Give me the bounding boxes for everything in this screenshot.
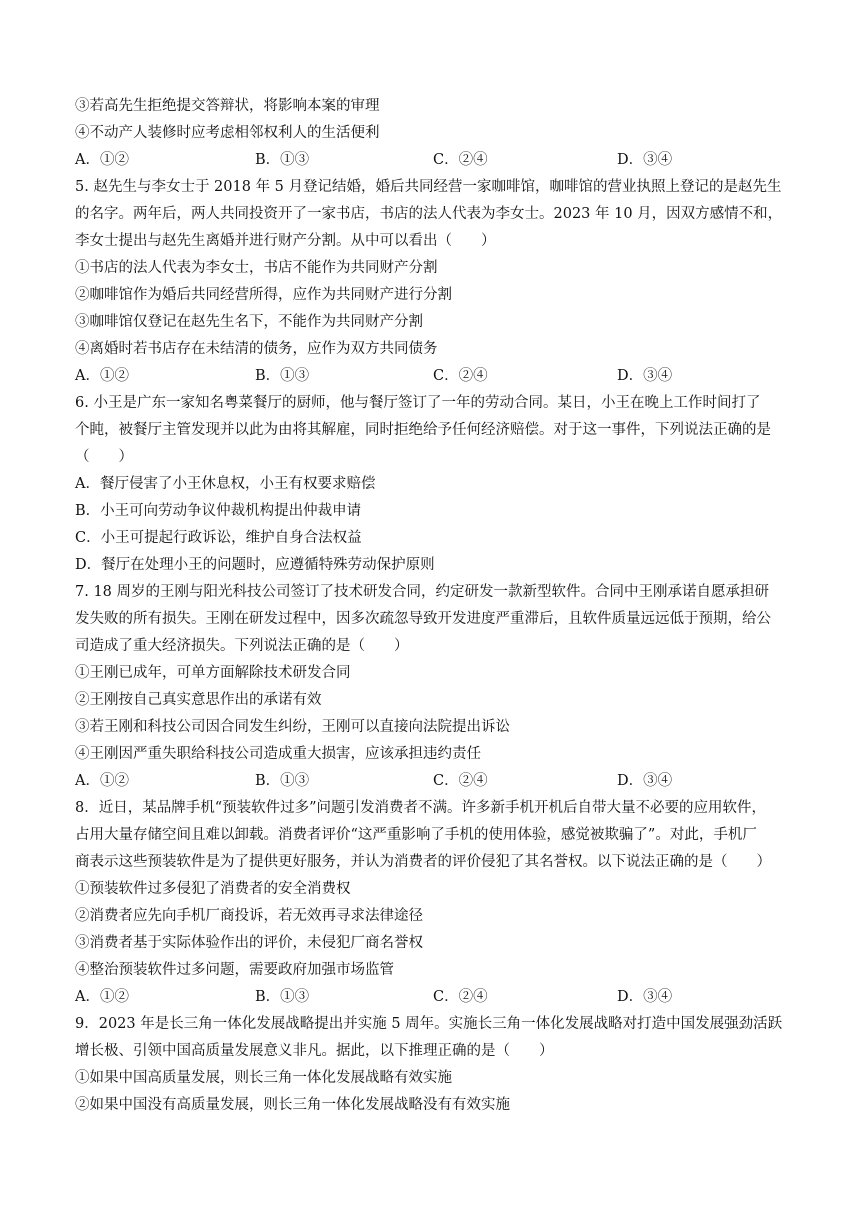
- q7-stem-line-1: 7. 18 周岁的王刚与阳光科技公司签订了技术研发合同，约定研发一款新型软件。合同中王刚承诺自愿承担研: [75, 584, 769, 600]
- q4-statement-3: ③若高先生拒绝提交答辩状，将影响本案的审理: [75, 98, 380, 114]
- q7-statement-1: ①王刚已成年，可单方面解除技术研发合同: [75, 665, 351, 681]
- q6-option-b: B．小王可向劳动争议仲裁机构提出仲裁申请: [75, 503, 362, 519]
- q5-statement-4: ④离婚时若书店存在未结清的债务，应作为双方共同债务: [75, 341, 438, 357]
- q9-statement-2: ②如果中国没有高质量发展，则长三角一体化发展战略没有有效实施: [75, 1097, 510, 1113]
- q9-stem-line-2: 增长极、引领中国高质量发展意义非凡。据此，以下推理正确的是（ ）: [75, 1043, 554, 1059]
- option-c: C．②④: [433, 773, 488, 789]
- q5-statement-1: ①书店的法人代表为李女士，书店不能作为共同财产分割: [75, 260, 438, 276]
- q9-statement-1: ①如果中国高质量发展，则长三角一体化发展战略有效实施: [75, 1070, 452, 1086]
- option-b: B．①③: [255, 152, 310, 168]
- q8-statement-4: ④整治预装软件过多问题，需要政府加强市场监管: [75, 962, 394, 978]
- q7-statement-2: ②王刚按自己真实意思作出的承诺有效: [75, 692, 322, 708]
- option-a: A．①②: [75, 152, 129, 168]
- q8-stem-line-1: 8．近日，某品牌手机“预装软件过多”问题引发消费者不满。许多新手机开机后自带大量不必要的应用软件，: [75, 800, 767, 816]
- q4-statement-4: ④不动产人装修时应考虑相邻权利人的生活便利: [75, 125, 380, 141]
- q6-stem-line-1: 6. 小王是广东一家知名粤菜餐厅的厨师，他与餐厅签订了一年的劳动合同。某日，小王在晚上工作时间打了: [75, 395, 761, 411]
- q8-statement-3: ③消费者基于实际体验作出的评价，未侵犯厂商名誉权: [75, 935, 423, 951]
- option-a: A．①②: [75, 368, 129, 384]
- q5-stem-line-1: 5. 赵先生与李女士于 2018 年 5 月登记结婚，婚后共同经营一家咖啡馆，咖啡馆的营业执照上登记的是赵先生: [75, 179, 782, 195]
- q8-statement-2: ②消费者应先向手机厂商投诉，若无效再寻求法律途径: [75, 908, 423, 924]
- q6-stem-line-3: （ ）: [75, 449, 133, 465]
- option-d: D．③④: [617, 773, 673, 789]
- option-c: C．②④: [433, 152, 488, 168]
- q6-option-d: D．餐厅在处理小王的问题时，应遵循特殊劳动保护原则: [75, 557, 435, 573]
- option-a: A．①②: [75, 989, 129, 1005]
- q6-option-c: C．小王可提起行政诉讼，维护自身合法权益: [75, 530, 362, 546]
- q8-statement-1: ①预装软件过多侵犯了消费者的安全消费权: [75, 881, 351, 897]
- q6-option-a: A．餐厅侵害了小王休息权，小王有权要求赔偿: [75, 476, 376, 492]
- q5-stem-line-2: 的名字。两年后，两人共同投资开了一家书店，书店的法人代表为李女士。2023 年 10 月，因双方感情不和，: [75, 206, 783, 222]
- q8-options: [75, 988, 775, 1006]
- option-d: D．③④: [617, 989, 673, 1005]
- q5-statement-3: ③咖啡馆仅登记在赵先生名下，不能作为共同财产分割: [75, 314, 423, 330]
- option-a: A．①②: [75, 773, 129, 789]
- option-b: B．①③: [255, 989, 310, 1005]
- option-d: D．③④: [617, 368, 673, 384]
- option-c: C．②④: [433, 368, 488, 384]
- q8-stem-line-3: 商表示这些预装软件是为了提供更好服务，并认为消费者的评价侵犯了其名誉权。以下说法正确的是（ ）: [75, 854, 771, 870]
- q7-statement-4: ④王刚因严重失职给科技公司造成重大损害，应该承担违约责任: [75, 746, 481, 762]
- q7-options: [75, 772, 775, 790]
- q6-stem-line-2: 个盹，被餐厅主管发现并以此为由将其解雇，同时拒绝给予任何经济赔偿。对于这一事件，下列说法正确的是: [75, 422, 771, 438]
- option-b: B．①③: [255, 773, 310, 789]
- q9-stem-line-1: 9．2023 年是长三角一体化发展战略提出并实施 5 周年。实施长三角一体化发展战略对打造中国发展强劲活跃: [75, 1016, 783, 1032]
- option-c: C．②④: [433, 989, 488, 1005]
- q7-stem-line-2: 发失败的所有损失。王刚在研发过程中，因多次疏忽导致开发进度严重滞后，且软件质量远远低于预期，给公: [75, 611, 771, 627]
- option-d: D．③④: [617, 152, 673, 168]
- q5-options: [75, 367, 775, 385]
- option-b: B．①③: [255, 368, 310, 384]
- q5-statement-2: ②咖啡馆作为婚后共同经营所得，应作为共同财产进行分割: [75, 287, 452, 303]
- q8-stem-line-2: 占用大量存储空间且难以卸载。消费者评价“这严重影响了手机的使用体验，感觉被欺骗了”。对此，手机厂: [75, 827, 757, 843]
- q4-options: [75, 151, 775, 169]
- q7-stem-line-3: 司造成了重大经济损失。下列说法正确的是（ ）: [75, 638, 409, 654]
- q5-stem-line-3: 李女士提出与赵先生离婚并进行财产分割。从中可以看出（ ）: [75, 233, 496, 249]
- q7-statement-3: ③若王刚和科技公司因合同发生纠纷，王刚可以直接向法院提出诉讼: [75, 719, 510, 735]
